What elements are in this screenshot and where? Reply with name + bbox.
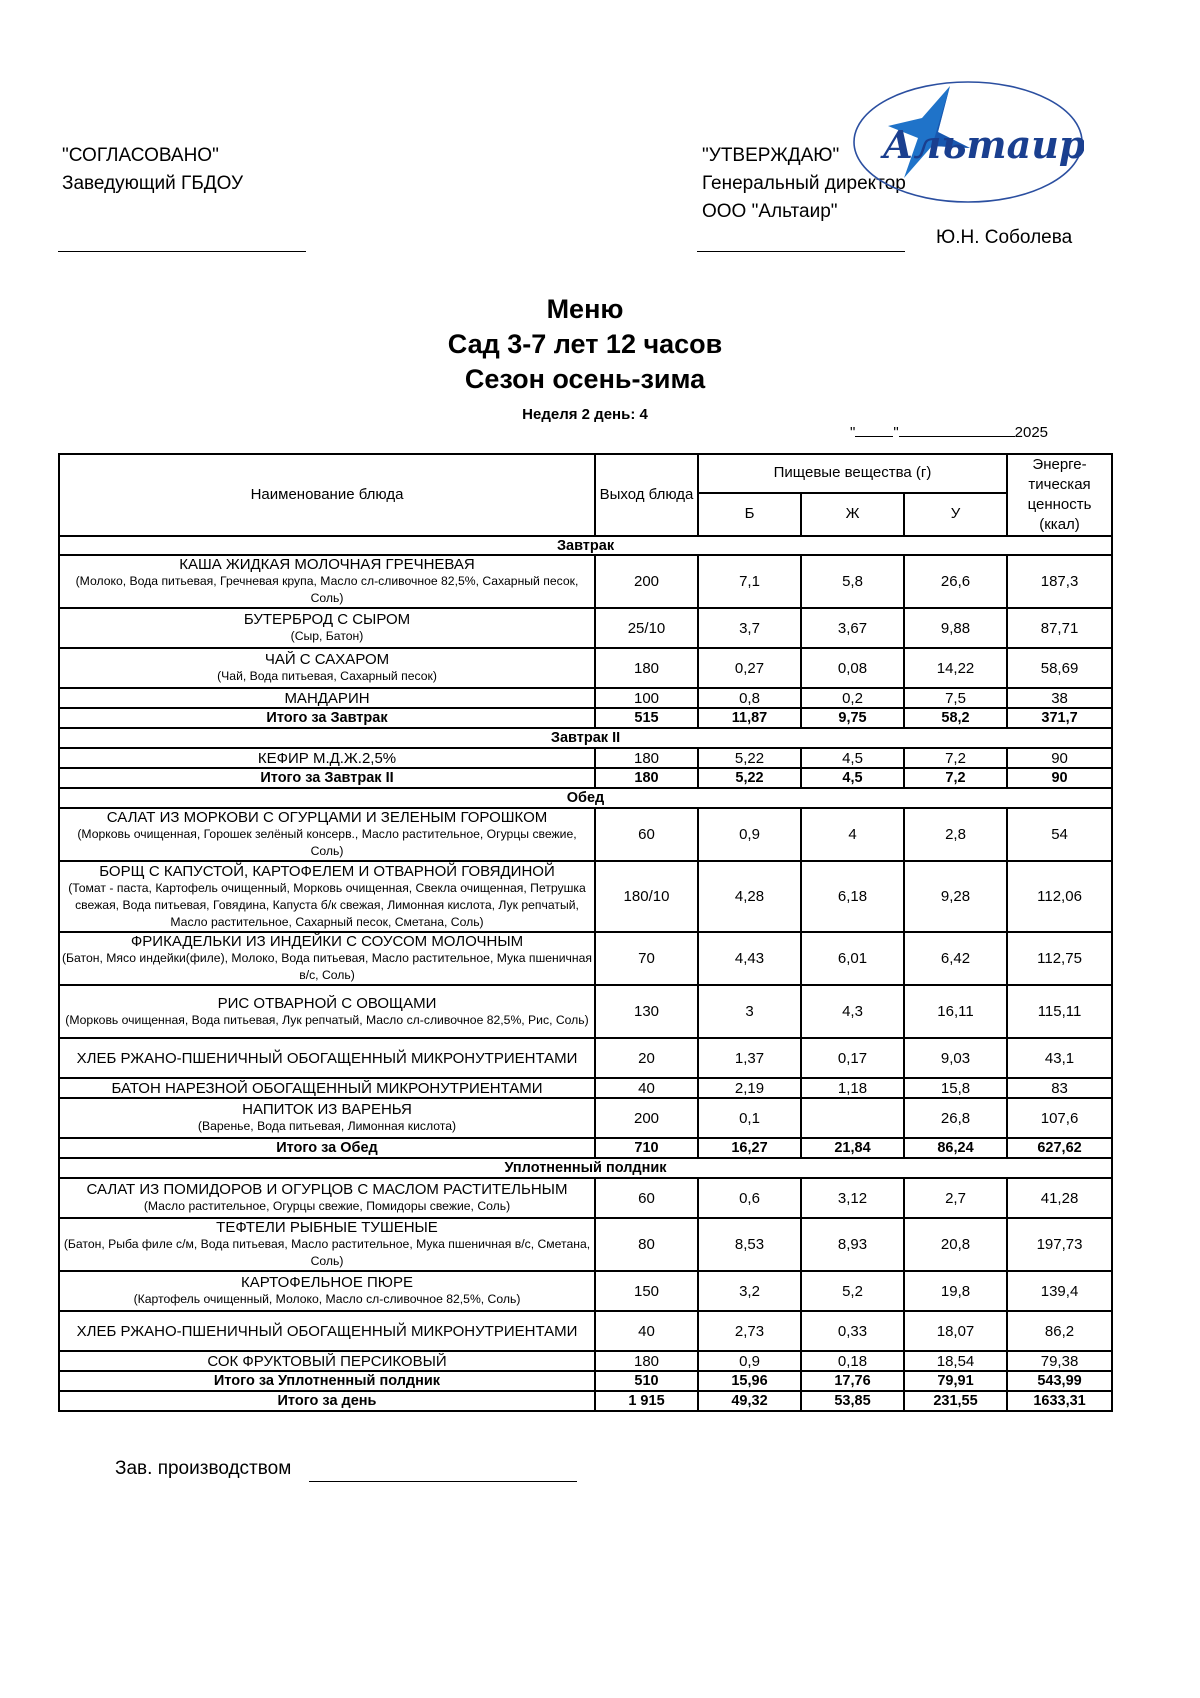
meal-section-title: Уплотненный полдник: [59, 1158, 1112, 1178]
carbs-cell: 18,07: [904, 1311, 1007, 1351]
meal-section-title: Завтрак: [59, 536, 1112, 555]
page-title: Меню: [546, 294, 624, 324]
fat-cell: 0,2: [801, 688, 904, 708]
fat-cell: 3,12: [801, 1178, 904, 1218]
fat-cell: 0,33: [801, 1311, 904, 1351]
dish-row: [59, 555, 1112, 608]
carbs-cell: 231,55: [904, 1391, 1007, 1411]
carbs-cell: 58,2: [904, 708, 1007, 728]
energy-cell: 86,2: [1007, 1311, 1112, 1351]
dish-name: НАПИТОК ИЗ ВАРЕНЬЯ: [242, 1101, 412, 1118]
approved-label: "СОГЛАСОВАНО": [62, 145, 219, 166]
carbs-cell: 15,8: [904, 1078, 1007, 1098]
header-energy: Энерге-тическая ценность (ккал): [1007, 454, 1112, 536]
yield-cell: 60: [595, 1178, 698, 1218]
energy-cell: 371,7: [1007, 708, 1112, 728]
energy-cell: 107,6: [1007, 1098, 1112, 1138]
date-quote-close: ": [893, 424, 899, 441]
header-dish-name: Наименование блюда: [59, 454, 595, 536]
dish-ingredients: (Варенье, Вода питьевая, Лимонная кислота): [197, 1119, 457, 1133]
energy-cell: 79,38: [1007, 1351, 1112, 1371]
carbs-cell: 9,03: [904, 1038, 1007, 1078]
dish-ingredients: (Томат - паста, Картофель очищенный, Морковь очищенная, Свекла очищенная, Петрушка свежая, Вода питьевая, Говядина, Капуста б/к свежая, Лимонная кислота, Лук репчатый, Масло растительное, Сахарный песок, Сметана, Соль): [68, 880, 586, 929]
yield-cell: 100: [595, 688, 698, 708]
energy-cell: 90: [1007, 768, 1112, 788]
dish-row: [59, 1218, 1112, 1271]
dish-name-cell: [59, 1218, 595, 1271]
signature-line-right: [697, 251, 905, 252]
dish-name: САЛАТ ИЗ МОРКОВИ С ОГУРЦАМИ И ЗЕЛЕНЫМ ГОРОШКОМ: [106, 809, 548, 826]
dish-name-cell: [59, 1311, 595, 1351]
fat-cell: 3,67: [801, 608, 904, 648]
dish-name-cell: [59, 1038, 595, 1078]
fat-cell: 0,17: [801, 1038, 904, 1078]
protein-cell: 0,27: [698, 648, 801, 688]
dish-name: БАТОН НАРЕЗНОЙ ОБОГАЩЕННЫЙ МИКРОНУТРИЕНТАМИ: [111, 1079, 543, 1097]
dish-ingredients: (Молоко, Вода питьевая, Гречневая крупа, Масло сл-сливочное 82,5%, Сахарный песок, Соль): [75, 574, 579, 605]
dish-row: [59, 1078, 1112, 1098]
dish-name: КАША ЖИДКАЯ МОЛОЧНАЯ ГРЕЧНЕВАЯ: [179, 556, 475, 573]
carbs-cell: 9,28: [904, 861, 1007, 932]
yield-cell: 70: [595, 932, 698, 985]
protein-cell: 4,28: [698, 861, 801, 932]
dish-name-cell: [59, 1351, 595, 1371]
yield-cell: 150: [595, 1271, 698, 1311]
dish-name: РИС ОТВАРНОЙ С ОВОЩАМИ: [217, 994, 437, 1012]
yield-cell: 180: [595, 1351, 698, 1371]
header-nutrients: Пищевые вещества (г): [698, 454, 1007, 493]
protein-cell: 0,9: [698, 1351, 801, 1371]
date-year: 2025: [1014, 424, 1049, 441]
yield-cell: 1 915: [595, 1391, 698, 1411]
footer-signature: [115, 1458, 291, 1480]
dish-name-cell: [59, 608, 595, 648]
total-label-cell: Итого за Обед: [59, 1138, 595, 1158]
carbs-cell: 20,8: [904, 1218, 1007, 1271]
meal-section-row: [59, 1158, 1112, 1178]
dish-name-cell: [59, 985, 595, 1038]
dish-name-cell: [59, 1078, 595, 1098]
yield-cell: 200: [595, 1098, 698, 1138]
dish-row: [59, 1271, 1112, 1311]
page-subtitle-season: Сезон осень-зима: [464, 364, 706, 394]
meal-section-row: [59, 788, 1112, 808]
yield-cell: 710: [595, 1138, 698, 1158]
dish-name: САЛАТ ИЗ ПОМИДОРОВ И ОГУРЦОВ С МАСЛОМ РАСТИТЕЛЬНЫМ: [86, 1181, 568, 1198]
dish-name-cell: [59, 932, 595, 985]
carbs-cell: 7,2: [904, 768, 1007, 788]
total-row: [59, 1138, 1112, 1158]
dish-ingredients: (Чай, Вода питьевая, Сахарный песок): [217, 669, 437, 683]
protein-cell: 0,6: [698, 1178, 801, 1218]
protein-cell: 0,8: [698, 688, 801, 708]
carbs-cell: 26,8: [904, 1098, 1007, 1138]
yield-cell: 20: [595, 1038, 698, 1078]
dish-row: [59, 985, 1112, 1038]
dish-name: ХЛЕБ РЖАНО-ПШЕНИЧНЫЙ ОБОГАЩЕННЫЙ МИКРОНУТРИЕНТАМИ: [76, 1049, 578, 1067]
organization-name: ООО "Альтаир": [702, 201, 838, 222]
fat-cell: 4,5: [801, 748, 904, 768]
carbs-cell: 7,5: [904, 688, 1007, 708]
dish-row: [59, 748, 1112, 768]
total-row: [59, 1391, 1112, 1411]
head-position: Заведующий ГБДОУ: [62, 173, 244, 194]
dish-name-cell: [59, 861, 595, 932]
fat-cell: 4,5: [801, 768, 904, 788]
energy-cell: 139,4: [1007, 1271, 1112, 1311]
yield-cell: 40: [595, 1311, 698, 1351]
carbs-cell: 14,22: [904, 648, 1007, 688]
energy-cell: 41,28: [1007, 1178, 1112, 1218]
dish-ingredients: (Морковь очищенная, Горошек зелёный консерв., Масло растительное, Огурцы свежие, Соль): [77, 827, 577, 858]
fat-cell: [801, 1098, 904, 1138]
dish-row: [59, 1351, 1112, 1371]
dish-name: ХЛЕБ РЖАНО-ПШЕНИЧНЫЙ ОБОГАЩЕННЫЙ МИКРОНУТРИЕНТАМИ: [76, 1322, 578, 1340]
energy-cell: 112,06: [1007, 861, 1112, 932]
dish-row: [59, 861, 1112, 932]
dish-row: [59, 1038, 1112, 1078]
carbs-cell: 9,88: [904, 608, 1007, 648]
yield-cell: 510: [595, 1371, 698, 1391]
protein-cell: 0,1: [698, 1098, 801, 1138]
dish-name: СОК ФРУКТОВЫЙ ПЕРСИКОВЫЙ: [207, 1352, 447, 1370]
meal-section-title: Обед: [59, 788, 1112, 808]
dish-row: [59, 932, 1112, 985]
protein-cell: 7,1: [698, 555, 801, 608]
signature-line-footer: [309, 1481, 577, 1482]
carbs-cell: 18,54: [904, 1351, 1007, 1371]
date-field: [850, 424, 1048, 441]
carbs-cell: 7,2: [904, 748, 1007, 768]
energy-cell: 112,75: [1007, 932, 1112, 985]
page-subtitle-group: Сад 3-7 лет 12 часов: [447, 329, 723, 359]
dish-row: [59, 1178, 1112, 1218]
production-head-label: Зав. производством: [115, 1458, 292, 1479]
approval-block-left: [62, 142, 243, 198]
fat-cell: 5,8: [801, 555, 904, 608]
fat-cell: 0,18: [801, 1351, 904, 1371]
date-day-blank: [855, 424, 893, 437]
dish-name: КЕФИР М.Д.Ж.2,5%: [257, 749, 397, 767]
yield-cell: 60: [595, 808, 698, 861]
total-label-cell: Итого за Завтрак: [59, 708, 595, 728]
signer-name: Ю.Н. Соболева: [936, 227, 1073, 248]
total-label-cell: Итого за Завтрак II: [59, 768, 595, 788]
dish-row: [59, 688, 1112, 708]
energy-cell: 543,99: [1007, 1371, 1112, 1391]
fat-cell: 21,84: [801, 1138, 904, 1158]
header-fat: Ж: [801, 493, 904, 536]
total-label-cell: Итого за день: [59, 1391, 595, 1411]
dish-row: [59, 1311, 1112, 1351]
energy-cell: 83: [1007, 1078, 1112, 1098]
dish-ingredients: (Масло растительное, Огурцы свежие, Помидоры свежие, Соль): [143, 1199, 511, 1213]
date-quote-open: ": [850, 424, 856, 441]
fat-cell: 8,93: [801, 1218, 904, 1271]
menu-table: [58, 453, 1113, 1412]
fat-cell: 5,2: [801, 1271, 904, 1311]
protein-cell: 0,9: [698, 808, 801, 861]
carbs-cell: 2,7: [904, 1178, 1007, 1218]
yield-cell: 180: [595, 648, 698, 688]
yield-cell: 25/10: [595, 608, 698, 648]
protein-cell: 3,7: [698, 608, 801, 648]
fat-cell: 6,01: [801, 932, 904, 985]
total-row: [59, 708, 1112, 728]
dish-name: ТЕФТЕЛИ РЫБНЫЕ ТУШЕНЫЕ: [216, 1219, 438, 1236]
dish-name: КАРТОФЕЛЬНОЕ ПЮРЕ: [241, 1274, 413, 1291]
dish-row: [59, 1098, 1112, 1138]
protein-cell: 49,32: [698, 1391, 801, 1411]
meal-section-title: Завтрак II: [59, 728, 1112, 748]
energy-cell: 115,11: [1007, 985, 1112, 1038]
carbs-cell: 19,8: [904, 1271, 1007, 1311]
dish-name: БОРЩ С КАПУСТОЙ, КАРТОФЕЛЕМ И ОТВАРНОЙ ГОВЯДИНОЙ: [99, 862, 555, 880]
company-logo: [852, 80, 1084, 204]
fat-cell: 9,75: [801, 708, 904, 728]
header-protein: Б: [698, 493, 801, 536]
protein-cell: 1,37: [698, 1038, 801, 1078]
protein-cell: 16,27: [698, 1138, 801, 1158]
energy-cell: 1633,31: [1007, 1391, 1112, 1411]
energy-cell: 38: [1007, 688, 1112, 708]
dish-name: БУТЕРБРОД С СЫРОМ: [243, 611, 411, 628]
carbs-cell: 6,42: [904, 932, 1007, 985]
date-month-blank: [899, 424, 1015, 437]
yield-cell: 40: [595, 1078, 698, 1098]
protein-cell: 4,43: [698, 932, 801, 985]
dish-name-cell: [59, 1098, 595, 1138]
yield-cell: 130: [595, 985, 698, 1038]
week-day-label: Неделя 2 день: 4: [522, 406, 648, 423]
meal-section-row: [59, 728, 1112, 748]
header-carbs: У: [904, 493, 1007, 536]
dish-row: [59, 808, 1112, 861]
protein-cell: 2,73: [698, 1311, 801, 1351]
protein-cell: 2,19: [698, 1078, 801, 1098]
approve-label: "УТВЕРЖДАЮ": [702, 145, 840, 166]
fat-cell: 17,76: [801, 1371, 904, 1391]
dish-name-cell: [59, 748, 595, 768]
signature-line-left: [58, 251, 306, 252]
protein-cell: 5,22: [698, 748, 801, 768]
protein-cell: 3: [698, 985, 801, 1038]
carbs-cell: 79,91: [904, 1371, 1007, 1391]
header-yield: Выход блюда: [595, 454, 698, 536]
dish-name: ЧАЙ С САХАРОМ: [264, 651, 390, 668]
carbs-cell: 86,24: [904, 1138, 1007, 1158]
dish-ingredients: (Морковь очищенная, Вода питьевая, Лук репчатый, Масло сл-сливочное 82,5%, Рис, Соль): [65, 1012, 589, 1027]
logo-text: Альтаир: [882, 122, 1084, 167]
fat-cell: 4: [801, 808, 904, 861]
protein-cell: 5,22: [698, 768, 801, 788]
yield-cell: 180/10: [595, 861, 698, 932]
dish-name: ФРИКАДЕЛЬКИ ИЗ ИНДЕЙКИ С СОУСОМ МОЛОЧНЫМ: [130, 933, 524, 950]
dish-ingredients: (Картофель очищенный, Молоко, Масло сл-сливочное 82,5%, Соль): [133, 1292, 521, 1306]
total-row: [59, 768, 1112, 788]
carbs-cell: 2,8: [904, 808, 1007, 861]
fat-cell: 6,18: [801, 861, 904, 932]
dish-name-cell: [59, 808, 595, 861]
carbs-cell: 16,11: [904, 985, 1007, 1038]
energy-cell: 197,73: [1007, 1218, 1112, 1271]
protein-cell: 3,2: [698, 1271, 801, 1311]
dish-name-cell: [59, 555, 595, 608]
energy-cell: 58,69: [1007, 648, 1112, 688]
carbs-cell: 26,6: [904, 555, 1007, 608]
dish-ingredients: (Батон, Мясо индейки(филе), Молоко, Вода питьевая, Масло растительное, Мука пшеничная в/с, Соль): [61, 951, 593, 982]
menu-table-body: [59, 536, 1112, 1411]
total-row: [59, 1371, 1112, 1391]
total-label-cell: Итого за Уплотненный полдник: [59, 1371, 595, 1391]
dish-row: [59, 608, 1112, 648]
dish-ingredients: (Сыр, Батон): [290, 629, 364, 643]
meal-section-row: [59, 536, 1112, 555]
dish-name-cell: [59, 1271, 595, 1311]
protein-cell: 15,96: [698, 1371, 801, 1391]
fat-cell: 0,08: [801, 648, 904, 688]
energy-cell: 87,71: [1007, 608, 1112, 648]
energy-cell: 43,1: [1007, 1038, 1112, 1078]
dish-ingredients: (Батон, Рыба филе с/м, Вода питьевая, Масло растительное, Мука пшеничная в/с, Сметана, Соль): [63, 1237, 591, 1268]
protein-cell: 8,53: [698, 1218, 801, 1271]
yield-cell: 180: [595, 748, 698, 768]
fat-cell: 1,18: [801, 1078, 904, 1098]
dish-name-cell: [59, 1178, 595, 1218]
dish-name-cell: [59, 648, 595, 688]
yield-cell: 180: [595, 768, 698, 788]
energy-cell: 54: [1007, 808, 1112, 861]
yield-cell: 200: [595, 555, 698, 608]
yield-cell: 515: [595, 708, 698, 728]
fat-cell: 53,85: [801, 1391, 904, 1411]
dish-name: МАНДАРИН: [284, 689, 370, 707]
yield-cell: 80: [595, 1218, 698, 1271]
protein-cell: 11,87: [698, 708, 801, 728]
energy-cell: 90: [1007, 748, 1112, 768]
dish-name-cell: [59, 688, 595, 708]
director-position: Генеральный директор: [702, 173, 906, 194]
dish-row: [59, 648, 1112, 688]
fat-cell: 4,3: [801, 985, 904, 1038]
energy-cell: 627,62: [1007, 1138, 1112, 1158]
energy-cell: 187,3: [1007, 555, 1112, 608]
